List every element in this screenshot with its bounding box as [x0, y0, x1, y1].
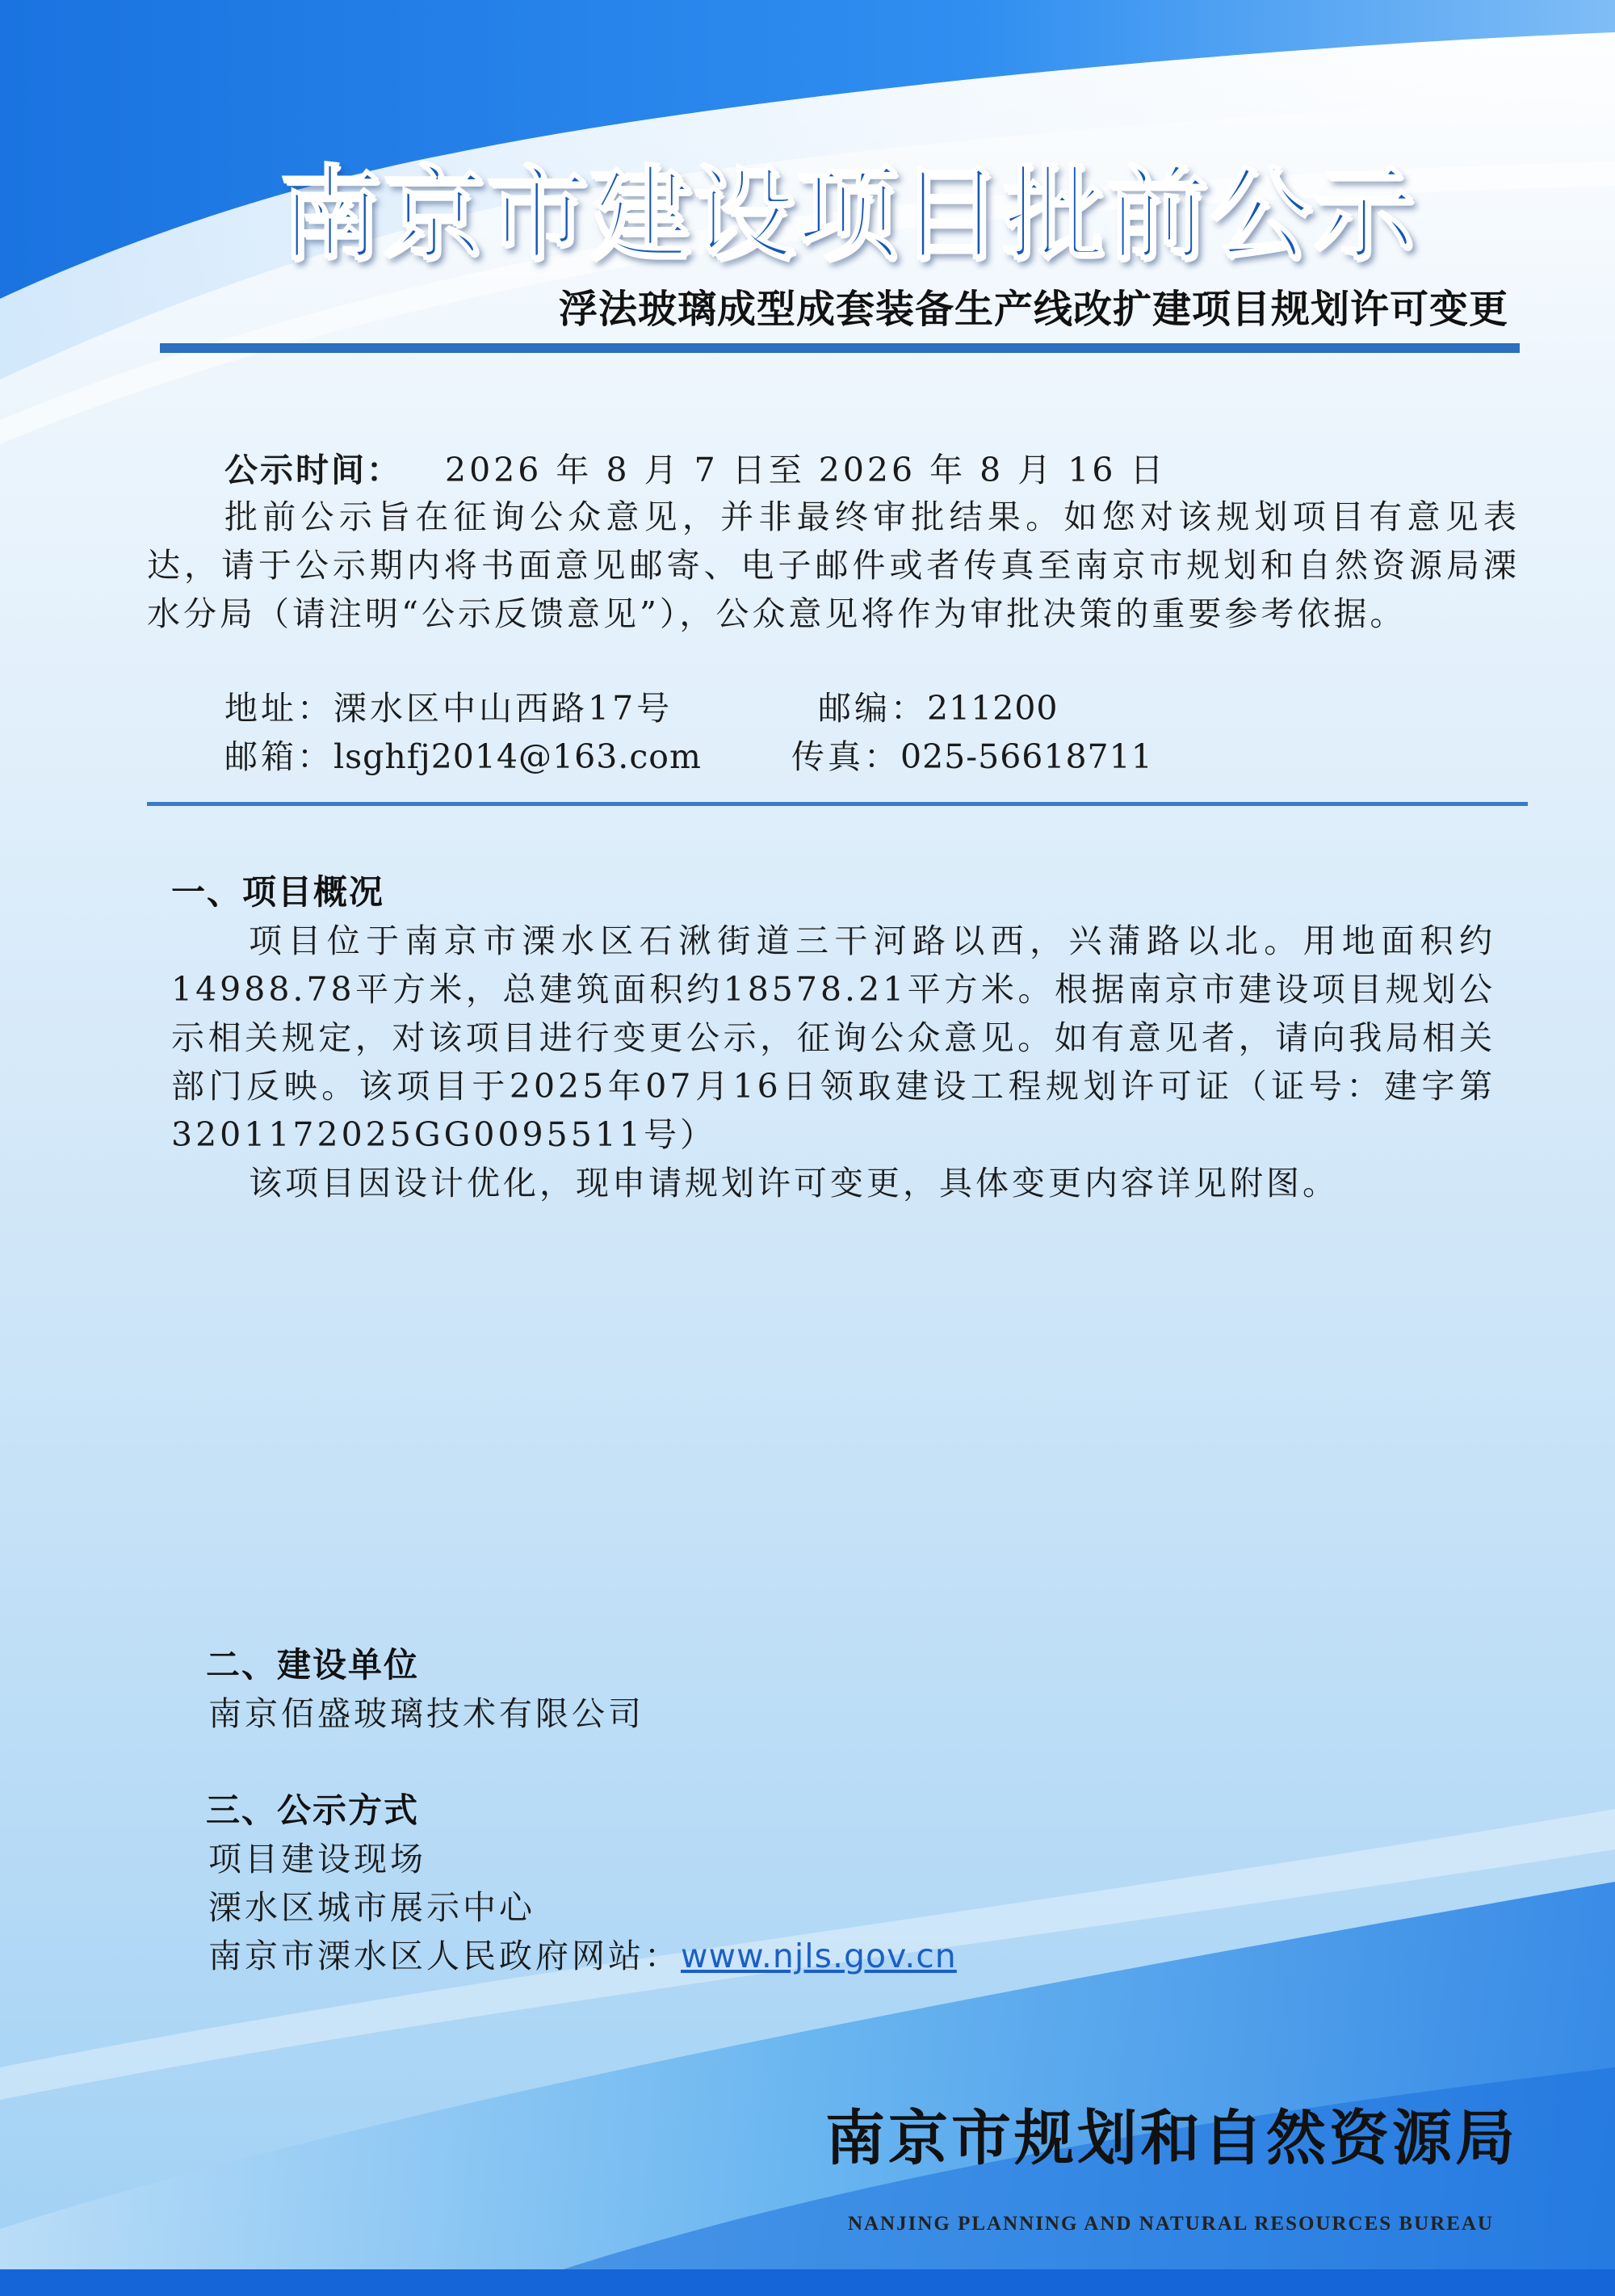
address-value: 溧水区中山西路17号 [333, 689, 673, 728]
postcode-row [818, 684, 1059, 732]
project-change-paragraph: 该项目因设计优化，现申请规划许可变更，具体变更内容详见附图。 [249, 1164, 1339, 1203]
section-heading-overview: 一、项目概况 [171, 872, 385, 912]
email-label: 邮箱： [224, 737, 333, 776]
website-label: 南京市溧水区人民政府网站： [208, 1937, 681, 1975]
postcode-label: 邮编： [818, 689, 927, 728]
notice-paragraph: 批前公示旨在征询公众意见，并非最终审批结果。如您对该规划项目有意见表达，请于公示期内将书面意见邮寄、电子邮件或者传真至南京市规划和自然资源局溧水分局（请注明“公示反馈意见”），公众意见将作为审批决策的重要参考依据。 [147, 497, 1520, 633]
email-value[interactable]: lsghfj2014@163.com [333, 737, 702, 776]
postcode-value: 211200 [927, 689, 1059, 728]
section-heading-builder: 二、建设单位 [206, 1645, 420, 1685]
fax-value: 025-56618711 [900, 737, 1153, 776]
header-divider [160, 343, 1520, 353]
footer-org-chinese: 南京市规划和自然资源局 [825, 2104, 1518, 2173]
page-title: 南京市建设项目批前公示 [279, 154, 1416, 274]
website-link[interactable]: www.njls.gov.cn [681, 1937, 957, 1975]
project-overview-paragraph: 项目位于南京市溧水区石湫街道三干河路以西，兴蒲路以北。用地面积约14988.78平方米，总建筑面积约18578.21平方米。根据南京市建设项目规划公示相关规定，对该项目进行变更公示，征询公众意见。如有意见者，请向我局相关部门反映。该项目于2025年07月16日领取建设工程规划许可证（证号：建字第3201172025GG0095511号） [171, 921, 1495, 1154]
footer-org-english: NANJING PLANNING AND NATURAL RESOURCES BUREAU [847, 2213, 1494, 2235]
notice-divider [147, 802, 1528, 806]
fax-row [791, 732, 1153, 781]
fax-label: 传真： [791, 737, 900, 776]
notice-time [224, 446, 1167, 494]
method-item: 项目建设现场 [208, 1840, 426, 1878]
notice-time-label: 公示时间： [224, 451, 402, 489]
address-row [224, 684, 673, 732]
section-heading-method: 三、公示方式 [206, 1790, 420, 1830]
notice-time-value: 2026 年 8 月 7 日至 2026 年 8 月 16 日 [445, 451, 1167, 489]
address-label: 地址： [224, 689, 333, 728]
project-subtitle: 浮法玻璃成型成套装备生产线改扩建项目规划许可变更 [558, 287, 1508, 332]
builder-name: 南京佰盛玻璃技术有限公司 [208, 1694, 644, 1733]
method-website-row [208, 1932, 957, 1980]
email-row [224, 732, 702, 781]
method-item: 溧水区城市展示中心 [208, 1888, 535, 1927]
